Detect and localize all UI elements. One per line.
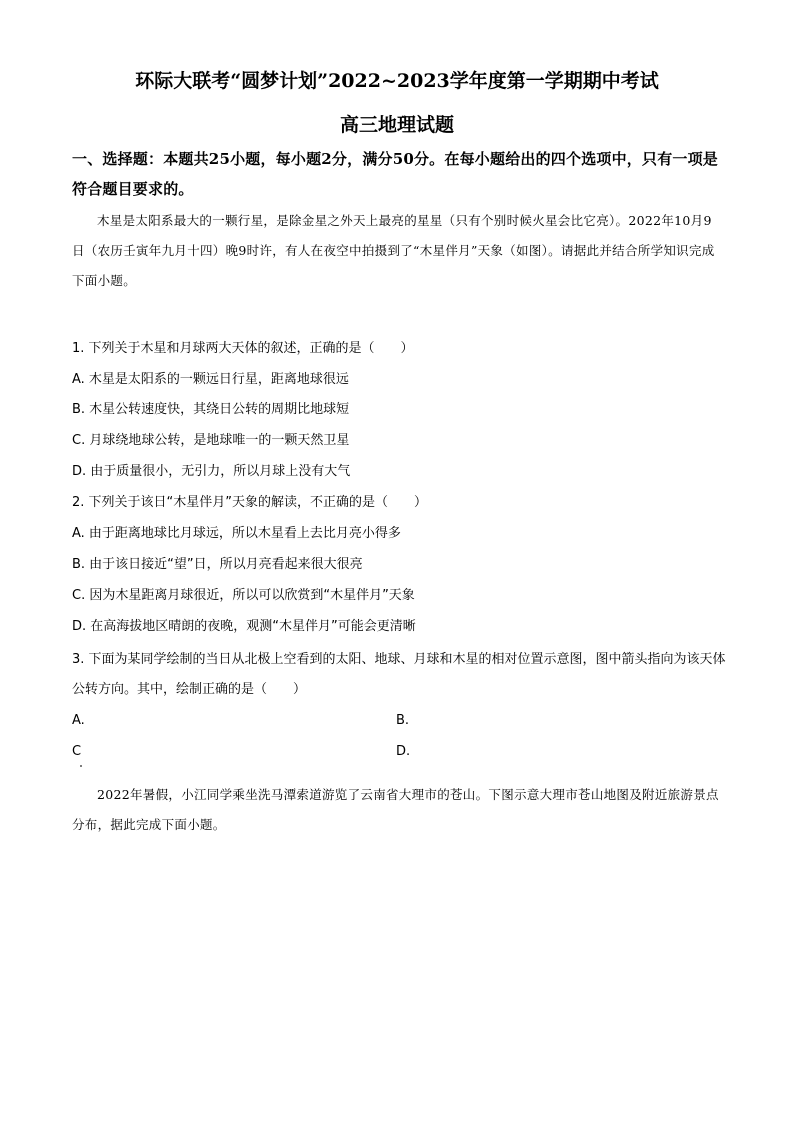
question-2-option-a: A. 由于距离地球比月球远，所以木星看上去比月亮小得多 [72,526,401,541]
question-1-stem: 1. 下列关于木星和月球两大天体的叙述，正确的是（ ） [72,341,414,356]
question-3-option-d: D. [396,744,411,759]
question-2-option-d: D. 在高海拔地区晴朗的夜晚，观测“木星伴月”可能会更清晰 [72,619,416,634]
question-1-option-b: B. 木星公转速度快，其绕日公转的周期比地球短 [72,402,350,417]
question-1-option-a: A. 木星是太阳系的一颗远日行星，距离地球很远 [72,372,349,387]
passage-cangshan: 2022年暑假，小江同学乘坐洗马潭索道游览了云南省大理市的苍山。下图示意大理市苍山地图及附近旅游景点分布，据此完成下面小题。 [72,787,719,832]
section-heading: 一、选择题：本题共25小题，每小题2分，满分50分。在每小题给出的四个选项中，只有一项是符合题目要求的。 [72,150,718,198]
question-3-option-b: B. [396,713,410,728]
question-2-stem: 2. 下列关于该日“木星伴月”天象的解读，不正确的是（ ） [72,495,428,510]
question-3-option-c: C [72,744,82,759]
exam-subtitle: 高三地理试题 [339,114,454,136]
question-1-option-c: C. 月球绕地球公转，是地球唯一的一颗天然卫星 [72,433,350,448]
passage-jupiter-moon: 木星是太阳系最大的一颗行星，是除金星之外天上最亮的星星（只有个别时候火星会比它亮）。2022年10月9日（农历壬寅年九月十四）晚9时许，有人在夜空中拍摄到了“木星伴月”天象（如图）。请据此并结合所学知识完成下面小题。 [72,213,715,288]
question-2-option-b: B. 由于该日接近“望”日，所以月亮看起来很大很亮 [72,557,363,572]
stray-mark [80,765,82,767]
question-2-option-c: C. 因为木星距离月球很近，所以可以欣赏到“木星伴月”天象 [72,588,415,603]
question-3-stem: 3. 下面为某同学绘制的当日从北极上空看到的太阳、地球、月球和木星的相对位置示意图，图中箭头指向为该天体公转方向。其中，绘制正确的是（ ） [72,652,726,697]
question-3-option-a: A. [72,713,85,728]
exam-title: 环际大联考“圆梦计划”2022~2023学年度第一学期期中考试 [135,70,659,92]
question-1-option-d: D. 由于质量很小，无引力，所以月球上没有大气 [72,464,351,479]
